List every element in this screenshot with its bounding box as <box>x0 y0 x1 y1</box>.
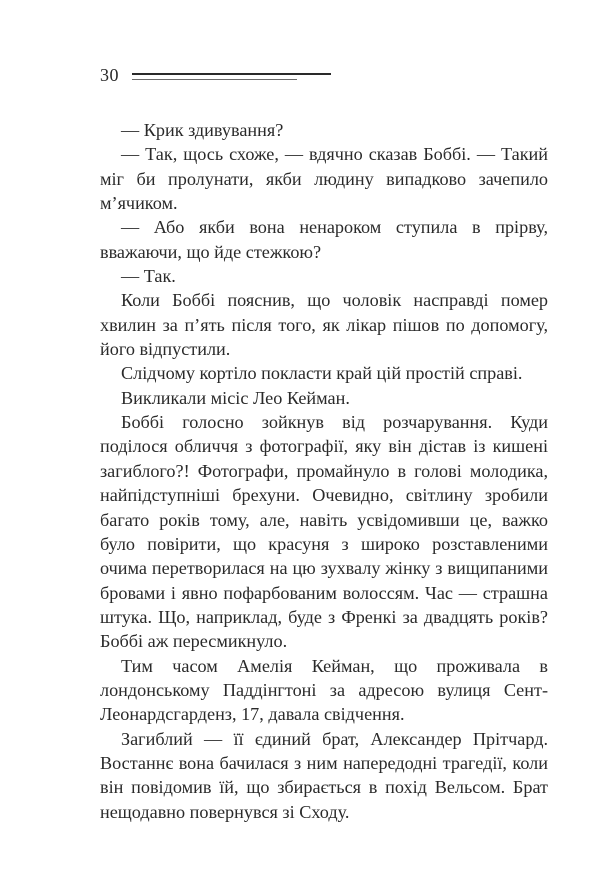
body-text <box>100 118 548 824</box>
paragraph: Слідчому кортіло покласти край цій простій справі. <box>121 363 523 384</box>
header-rule-thin <box>132 79 297 80</box>
paragraph: Загиблий — її єдиний брат, Александер Прітчард. Востаннє вона бачилася з ним напередодні трагедії, коли він повідомив їй, що збирається в похід Вельсом. Брат нещодавно повернувся зі Сходу. <box>100 728 548 822</box>
paragraph: Коли Боббі пояснив, що чоловік насправді помер хвилин за п’ять після того, як лікар пішов по допомогу, його відпустили. <box>100 290 548 360</box>
paragraph: — Так, щось схоже, — вдячно сказав Боббі. — Такий міг би пролунати, якби людину випадково зачепило м’ячиком. <box>100 144 548 214</box>
paragraph: — Так. <box>121 266 176 287</box>
paragraph: — Крик здивування? <box>121 120 284 140</box>
header-rule <box>132 73 331 75</box>
paragraph: Боббі голосно зойкнув від розчарування. Куди поділося обличчя з фотографії, яку він дістав із кишені загиблого?! Фотографи, промайнуло в голові молодика, найпідступніші брехуни. Очевидно, світлину зробили багато років тому, але, навіть усвідомивши це, важко було повірити, що красуня з широко розставленими очима перетворилася на цю зухвалу жінку з вищипаними бровами і явно пофарбованим волоссям. Час — страшна штука. Що, наприклад, буде з Френкі за двадцять років? Боббі аж пересмикнуло. <box>100 412 548 652</box>
page-number: 30 <box>100 65 119 85</box>
paragraph: Тим часом Амелія Кейман, що проживала в лондонському Паддінгтоні за адресою вулиця Сент-Леонардсгарденз, 17, давала свідчення. <box>100 655 548 725</box>
paragraph: — Або якби вона ненароком ступила в прірву, вважаючи, що йде стежкою? <box>100 217 548 262</box>
paragraph: Викликали місіс Лео Кейман. <box>121 387 350 408</box>
